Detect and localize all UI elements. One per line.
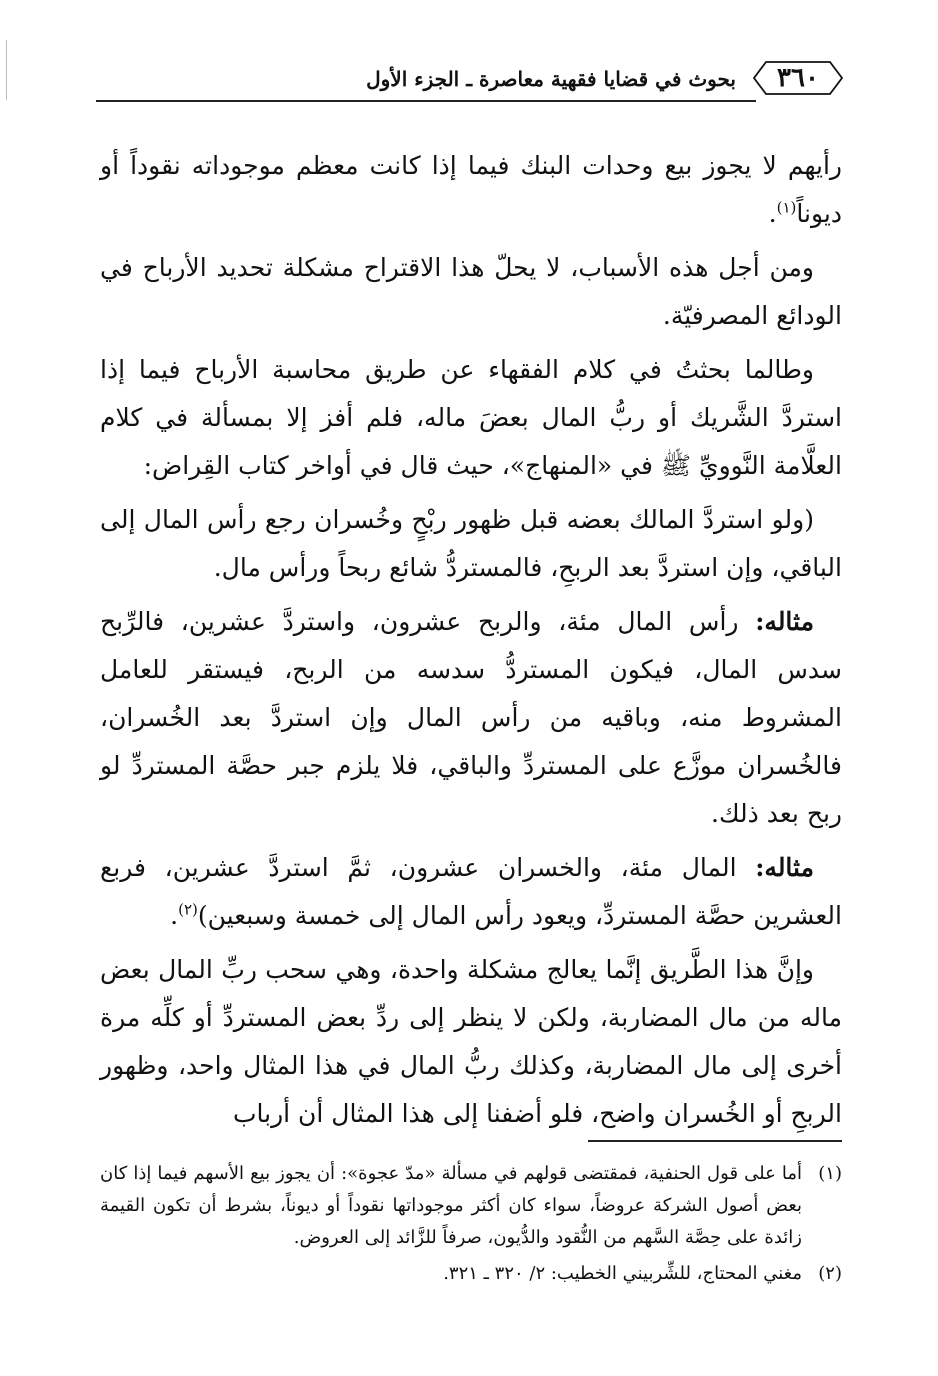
running-title-area — [96, 58, 746, 102]
page-header — [96, 58, 844, 102]
footnote-number: (٢) — [818, 1263, 842, 1284]
paragraph-1-end: . — [768, 199, 777, 228]
footnote-number: (١) — [818, 1163, 842, 1184]
example-label-2: مثاله: — [755, 853, 814, 882]
page-number — [752, 60, 844, 96]
paragraph-2: ومن أجل هذه الأسباب، لا يحلّ هذا الاقتراح مشكلة تحديد الأرباح في الودائع المصرفيّة. — [100, 253, 842, 330]
paragraph-7: وإنَّ هذا الطَّريق إنَّما يعالج مشكلة واحدة، وهي سحب ربِّ المال بعض ماله من مال المضاربة، ولكن لا ينظر إلى ردِّ بعض المستردِّ أو كلِّه مرة أخرى إلى مال المضاربة، وكذلك ربُّ المال في هذا المثال واحد، وظهور الربحِ أو الخُسران واضح، فلو أضفنا إلى هذا المثال أن أرباب — [100, 955, 842, 1128]
paragraph-1-text: رأيهم لا يجوز بيع وحدات البنك فيما إذا كانت معظم موجوداته نقوداً أو ديوناً — [100, 151, 842, 228]
footnote-1 — [100, 1158, 842, 1254]
paragraph-3: وطالما بحثتُ في كلام الفقهاء عن طريق محاسبة الأرباح فيما إذا استردَّ الشَّريك أو ربُّ المال بعضَ ماله، فلم أفز إلا بمسألة في كلام العلَّامة النَّوويِّ ﷺ في «المنهاج»، حيث قال في أواخر كتاب القِراض: — [100, 355, 842, 480]
footnote-2 — [100, 1258, 842, 1290]
page-edge-mark — [6, 40, 7, 100]
footnotes — [100, 1158, 842, 1294]
running-title: بحوث في قضايا فقهية معاصرة ـ الجزء الأول — [366, 67, 736, 91]
footnote-text: مغني المحتاج، للشِّربيني الخطيب: ٢/ ٣٢٠ ـ ٣٢١. — [443, 1263, 802, 1284]
paragraph-4: (ولو استردَّ المالك بعضه قبل ظهور ربْحٍ وخُسران رجع رأس المال إلى الباقي، وإن استردَّ بعد الربحِ، فالمستردُّ شائع ربحاً ورأس مال. — [100, 505, 842, 582]
paragraph-5 — [100, 598, 842, 838]
header-rule — [96, 100, 756, 102]
footnote-ref-1[interactable]: (١) — [776, 198, 797, 217]
footnote-rule — [588, 1140, 842, 1142]
footnote-text: أما على قول الحنفية، فمقتضى قولهم في مسألة «مدّ عجوة»: أن يجوز بيع الأسهم فيما إذا كان بعض أصول الشركة عروضاً، سواء كان أكثر موجوداتها نقوداً أو ديوناً، بشرط أن تكون القيمة زائدة على حِصَّة السَّهم من النُّقود والدُّيون، صرفاً للزَّائد إلى العروض. — [100, 1163, 802, 1248]
paragraph-1 — [100, 142, 842, 238]
paragraph-6-text: المال مئة، والخسران عشرون، ثمَّ استردَّ عشرين، فربع العشرين حصَّة المستردِّ، ويعود رأس المال إلى خمسة وسبعين) — [100, 853, 842, 930]
paragraph-5-text: رأس المال مئة، والربح عشرون، واستردَّ عشرين، فالرِّبح سدس المال، فيكون المستردُّ سدسه من الربح، فيستقر للعامل المشروط منه، وباقيه من رأس المال وإن استردَّ بعد الخُسران، فالخُسران موزَّع على المستردِّ والباقي، فلا يلزم جبر حصَّة المستردِّ لو ربح بعد ذلك. — [100, 607, 842, 828]
footnote-ref-2[interactable]: (٢) — [178, 900, 198, 919]
example-label-1: مثاله: — [755, 607, 814, 636]
page-number-text: ٣٦٠ — [777, 63, 819, 93]
main-text — [100, 142, 842, 1144]
paragraph-6 — [100, 844, 842, 940]
paragraph-6-end: . — [170, 901, 179, 930]
